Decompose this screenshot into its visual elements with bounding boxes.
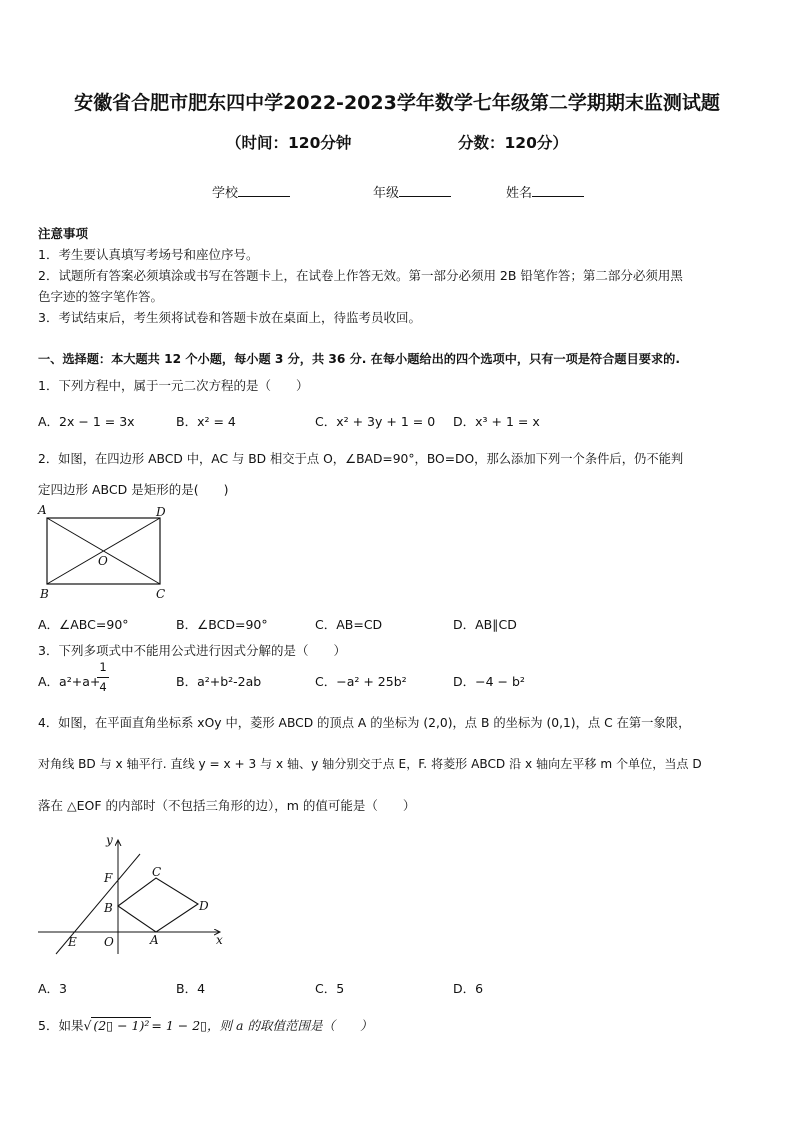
notice-item: 1．考生要认真填写考场号和座位序号。 <box>38 247 259 262</box>
exam-score: 分数：120分） <box>458 134 568 152</box>
q5-stem-prefix: 5．如果 <box>38 1018 84 1033</box>
label-d: D <box>199 899 209 913</box>
q3-option-c[interactable]: C．−a² + 25b² <box>315 674 407 689</box>
fraction-bar <box>97 677 109 678</box>
notice-item: 色字迹的签字笔作答。 <box>38 289 164 304</box>
label-o: O <box>104 935 114 949</box>
label-a: A <box>150 933 159 947</box>
q3-option-a-prefix: A．a²+a+ <box>38 674 101 689</box>
fraction-numerator: 1 <box>99 660 107 674</box>
notice-heading: 注意事项 <box>38 226 89 241</box>
label-c: C <box>152 865 162 879</box>
label-b: B <box>40 587 49 601</box>
label-o: O <box>98 554 108 568</box>
label-d: D <box>156 505 166 519</box>
q3-stem: 3．下列多项式中不能用公式进行因式分解的是（ ） <box>38 643 346 658</box>
exam-time: （时间：120分钟 <box>226 134 352 152</box>
q4-option-d[interactable]: D．6 <box>453 981 484 996</box>
q3-option-b[interactable]: B．a²+b²-2ab <box>176 674 262 689</box>
q1-option-c[interactable]: C．x² + 3y + 1 = 0 <box>315 414 436 429</box>
label-x: x <box>216 933 223 947</box>
q4-stem-line3: 落在 △EOF 的内部时（不包括三角形的边），m 的值可能是（ ） <box>38 798 416 813</box>
school-label: 学校 <box>212 186 239 201</box>
q2-option-b[interactable]: B．∠BCD=90° <box>176 617 268 632</box>
name-blank[interactable] <box>532 184 584 197</box>
q4-option-c[interactable]: C．5 <box>315 981 345 996</box>
q2-rectangle-figure <box>36 500 176 604</box>
q5-stem <box>38 1016 372 1034</box>
q3-option-d[interactable]: D．−4 − b² <box>453 674 525 689</box>
grade-label: 年级 <box>373 186 400 201</box>
label-c: C <box>156 587 166 601</box>
notice-item: 2．试题所有答案必须填涂或书写在答题卡上，在试卷上作答无效。第一部分必须用 2B 铅笔作答；第二部分必须用黑 <box>38 268 683 283</box>
q1-option-a[interactable]: A．2x − 1 = 3x <box>38 414 135 429</box>
notice-item: 3．考试结束后，考生须将试卷和答题卡放在桌面上，待监考员收回。 <box>38 310 421 325</box>
school-field[interactable] <box>212 182 290 201</box>
q5-stem-rhs: = 1 − 2▯，则 a 的取值范围是（ ） <box>151 1018 373 1033</box>
q2-option-a[interactable]: A．∠ABC=90° <box>38 617 129 632</box>
label-y: y <box>106 833 113 847</box>
label-e: E <box>68 935 77 949</box>
name-field[interactable] <box>506 182 584 201</box>
q1-option-b[interactable]: B．x² = 4 <box>176 414 236 429</box>
label-b: B <box>104 901 113 915</box>
label-f: F <box>104 871 113 885</box>
label-a: A <box>38 503 47 517</box>
fraction-denominator: 4 <box>99 680 107 694</box>
q2-stem-line1: 2．如图，在四边形 ABCD 中，AC 与 BD 相交于点 O，∠BAD=90°，BO=DO，那么添加下列一个条件后，仍不能判 <box>38 452 684 466</box>
q2-stem-line2: 定四边形 ABCD 是矩形的是( ) <box>38 482 229 497</box>
q2-option-c[interactable]: C．AB=CD <box>315 617 383 632</box>
q4-option-a[interactable]: A．3 <box>38 981 68 996</box>
rhombus-abcd <box>118 878 198 932</box>
q2-option-d[interactable]: D．AB∥CD <box>453 617 517 632</box>
radical-sign-icon: √ <box>83 1018 92 1033</box>
q5-radicand: (2▯ − 1)² <box>93 1018 150 1033</box>
grade-field[interactable] <box>373 182 451 201</box>
q4-stem-line1: 4．如图，在平面直角坐标系 xOy 中，菱形 ABCD 的顶点 A 的坐标为 (2,0)，点 B 的坐标为 (0,1)，点 C 在第一象限， <box>38 716 691 730</box>
q1-option-d[interactable]: D．x³ + 1 = x <box>453 414 540 429</box>
page-title: 安徽省合肥市肥东四中学2022-2023学年数学七年级第二学期期末监测试题 <box>74 92 720 114</box>
name-label: 姓名 <box>506 186 533 201</box>
section-heading: 一、选择题：本大题共 12 个小题，每小题 3 分，共 36 分. 在每小题给出的四个选项中，只有一项是符合题目要求的. <box>38 352 680 366</box>
q4-option-b[interactable]: B．4 <box>176 981 206 996</box>
q4-coordinate-figure <box>36 826 232 956</box>
q4-stem-line2: 对角线 BD 与 x 轴平行. 直线 y = x + 3 与 x 轴、y 轴分别交于点 E，F. 将菱形 ABCD 沿 x 轴向左平移 m 个单位，当点 D <box>38 757 702 771</box>
school-blank[interactable] <box>238 184 290 197</box>
q1-stem: 1．下列方程中，属于一元二次方程的是（ ） <box>38 378 309 393</box>
grade-blank[interactable] <box>399 184 451 197</box>
